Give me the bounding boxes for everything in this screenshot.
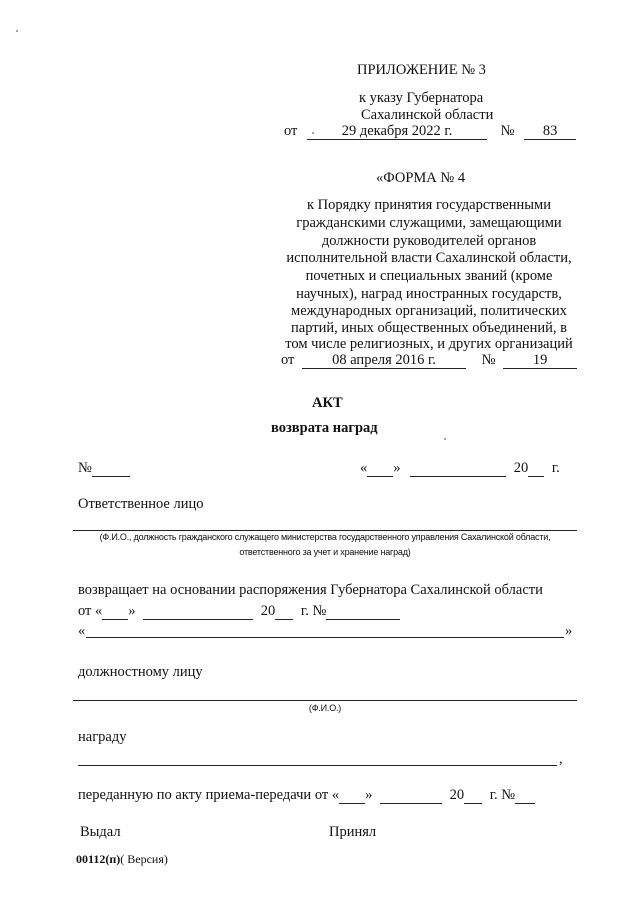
- act-year-field[interactable]: [528, 460, 544, 477]
- order-date: 08 апреля 2016 г.: [302, 352, 466, 369]
- form-body-line: партий, иных общественных объединений, в: [291, 320, 567, 336]
- footer-code-line: [76, 851, 168, 868]
- number-label: №: [78, 460, 92, 476]
- order-date-line: [281, 352, 577, 369]
- act-month-field[interactable]: [410, 460, 506, 477]
- year-prefix: 20: [449, 787, 465, 803]
- received-label: Принял: [329, 824, 377, 840]
- returns-order-line: [78, 603, 400, 620]
- responsible-label: Ответственное лицо: [78, 496, 204, 512]
- region-line: Сахалинской области: [361, 107, 494, 123]
- issued-label: Выдал: [80, 824, 121, 840]
- act-day-field[interactable]: [367, 460, 393, 477]
- from-label: от: [284, 123, 298, 139]
- number-label: №: [481, 352, 496, 368]
- number-label: №: [500, 123, 515, 139]
- award-comma: ,: [559, 751, 563, 767]
- returns-month-field[interactable]: [143, 603, 253, 620]
- official-label: должностному лицу: [78, 664, 203, 680]
- close-quote: »: [365, 787, 373, 803]
- form-body-line: должности руководителей органов: [321, 233, 537, 249]
- scan-speck: [16, 30, 18, 32]
- decree-date-line: [284, 123, 576, 140]
- form-title: «ФОРМА № 4: [376, 170, 466, 186]
- form-body-line: гражданскими служащими, замещающими: [296, 215, 562, 231]
- form-body-line: научных), наград иностранных государств,: [296, 286, 562, 302]
- year-suffix: г.: [551, 460, 560, 476]
- returns-text: возвращает на основании распоряжения Губернатора Сахалинской области: [78, 582, 543, 598]
- close-quote: »: [393, 460, 401, 476]
- award-label: награду: [78, 729, 127, 745]
- transferred-year-field[interactable]: [464, 787, 482, 804]
- returns-order-title-open: «: [78, 623, 86, 639]
- close-quote: »: [128, 603, 136, 619]
- form-body-line: почетных и специальных званий (кроме: [305, 268, 553, 284]
- year-prefix: 20: [513, 460, 529, 476]
- footer-code: 00112(п): [76, 852, 121, 866]
- year-suffix: г. №: [300, 603, 327, 619]
- form-body-line: к Порядку принятия государственными: [306, 197, 551, 213]
- transferred-number-field[interactable]: [515, 787, 535, 804]
- form-body-line: том числе религиозных, и других организаций: [285, 336, 573, 352]
- returns-year-field[interactable]: [275, 603, 293, 620]
- transferred-day-field[interactable]: [339, 787, 365, 804]
- official-caption: (Ф.И.О.): [308, 703, 342, 713]
- act-date-line: [360, 460, 560, 477]
- decree-line: к указу Губернатора: [359, 90, 484, 106]
- returns-day-field[interactable]: [102, 603, 128, 620]
- returns-order-title-close: »: [565, 623, 573, 639]
- transferred-line: [78, 787, 535, 804]
- scan-speck: [444, 438, 446, 440]
- scan-speck: [312, 132, 314, 134]
- act-number-field[interactable]: [92, 460, 130, 477]
- order-number: 19: [503, 352, 577, 369]
- returns-order-title-line[interactable]: [86, 637, 564, 638]
- transferred-month-field[interactable]: [380, 787, 442, 804]
- responsible-caption-1: (Ф.И.О., должность гражданского служащего министерства государственного управления Сахалинской области,: [99, 532, 551, 542]
- award-line[interactable]: [78, 765, 557, 766]
- appendix-title: ПРИЛОЖЕНИЕ № 3: [357, 62, 486, 78]
- act-title: АКТ: [312, 395, 343, 411]
- decree-number: 83: [524, 123, 576, 140]
- from-label: от: [281, 352, 295, 368]
- year-suffix: г. №: [489, 787, 516, 803]
- returns-order-number-field[interactable]: [326, 603, 400, 620]
- open-quote: «: [360, 460, 368, 476]
- official-line[interactable]: [73, 700, 577, 701]
- act-subtitle: возврата наград: [271, 420, 378, 436]
- transferred-text: переданную по акту приема-передачи от «: [78, 787, 340, 803]
- form-body-line: исполнительной власти Сахалинской области,: [286, 250, 572, 266]
- from-label: от «: [78, 603, 103, 619]
- responsible-line[interactable]: [73, 530, 577, 531]
- responsible-caption-2: ответственного за учет и хранение наград): [239, 547, 411, 557]
- decree-date: 29 декабря 2022 г.: [307, 123, 487, 140]
- footer-version: ( Версия): [120, 852, 168, 866]
- act-number-line: [78, 460, 130, 477]
- form-body-line: международных организаций, политических: [291, 303, 567, 319]
- year-prefix: 20: [260, 603, 276, 619]
